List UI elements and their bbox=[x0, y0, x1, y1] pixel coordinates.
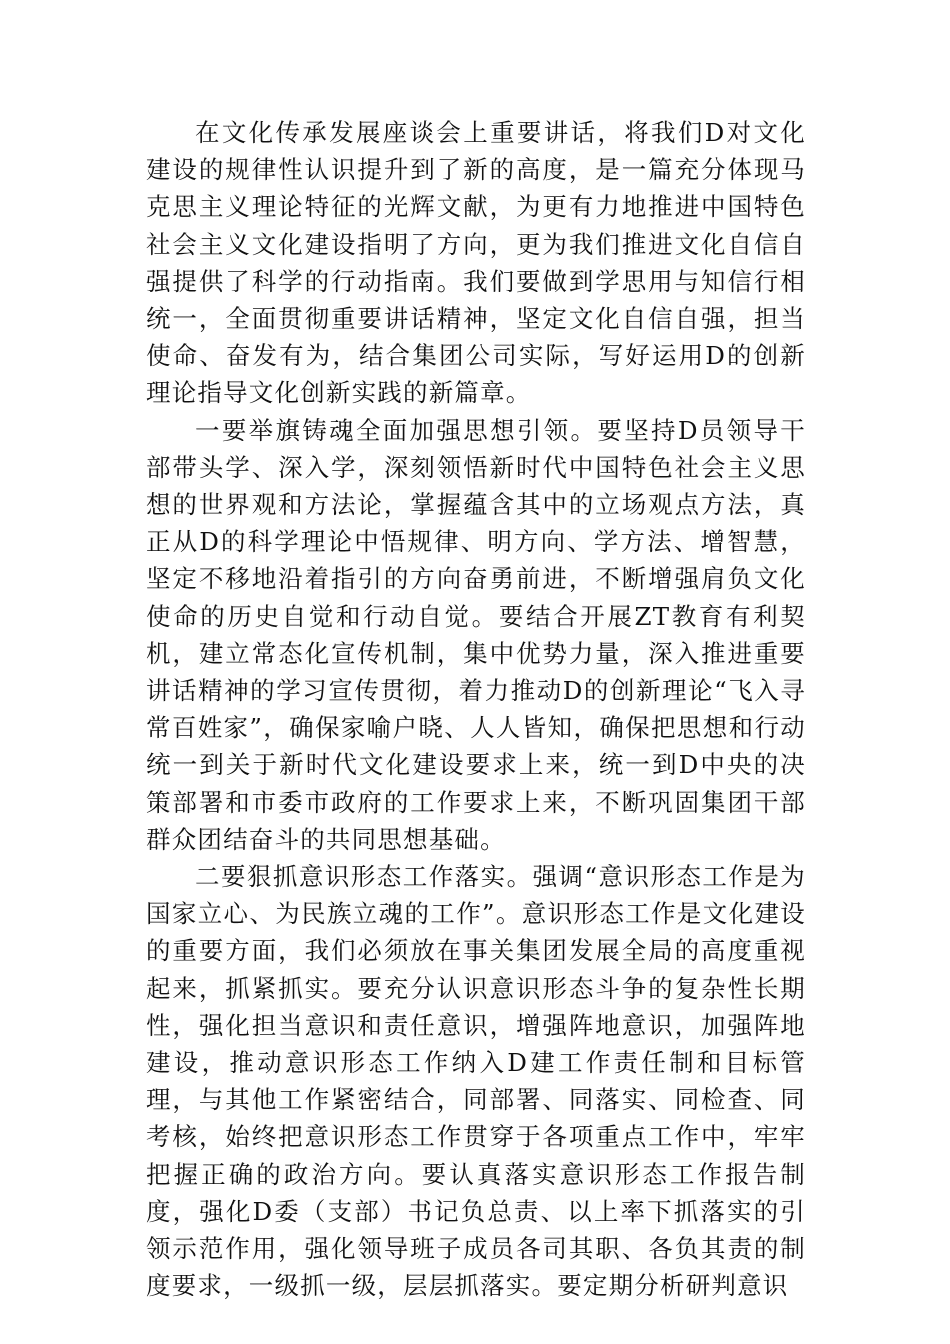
paragraph-point-one: 一要举旗铸魂全面加强思想引领。要坚持D员领导干部带头学、深入学，深刻领悟新时代中国特色社会主义思想的世界观和方法论，掌握蕴含其中的立场观点方法，真正从D的科学理论中悟规律、明方向、学方法、增智慧，坚定不移地沿着指引的方向奋勇前进，不断增强肩负文化使命的历史自觉和行动自觉。要结合开展ZT教育有利契机，建立常态化宣传机制，集中优势力量，深入推进重要讲话精神的学习宣传贯彻，着力推动D的创新理论“飞入寻常百姓家”，确保家喻户晓、人人皆知，确保把思想和行动统一到关于新时代文化建设要求上来，统一到D中央的决策部署和市委市政府的工作要求上来，不断巩固集团干部群众团结奋斗的共同思想基础。 bbox=[146, 415, 806, 854]
paragraph-point-two: 二要狠抓意识形态工作落实。强调“意识形态工作是为国家立心、为民族立魂的工作”。意识形态工作是文化建设的重要方面，我们必须放在事关集团发展全局的高度重视起来，抓紧抓实。要充分认识意识形态斗争的复杂性长期性，强化担当意识和责任意识，增强阵地意识，加强阵地建设，推动意识形态工作纳入D建工作责任制和目标管理，与其他工作紧密结合，同部署、同落实、同检查、同考核，始终把意识形态工作贯穿于各项重点工作中，牢牢把握正确的政治方向。要认真落实意识形态工作报告制度，强化D委（支部）书记负总责、以上率下抓落实的引领示范作用，强化领导班子成员各司其职、各负其责的制度要求，一级抓一级，层层抓落实。要定期分析研判意识 bbox=[146, 862, 806, 1301]
document-body bbox=[146, 114, 806, 1305]
paragraph-intro: 在文化传承发展座谈会上重要讲话，将我们D对文化建设的规律性认识提升到了新的高度，是一篇充分体现马克思主义理论特征的光辉文献，为更有力地推进中国特色社会主义文化建设指明了方向，更为我们推进文化自信自强提供了科学的行动指南。我们要做到学思用与知信行相统一，全面贯彻重要讲话精神，坚定文化自信自强，担当使命、奋发有为，结合集团公司实际，写好运用D的创新理论指导文化创新实践的新篇章。 bbox=[146, 118, 806, 408]
